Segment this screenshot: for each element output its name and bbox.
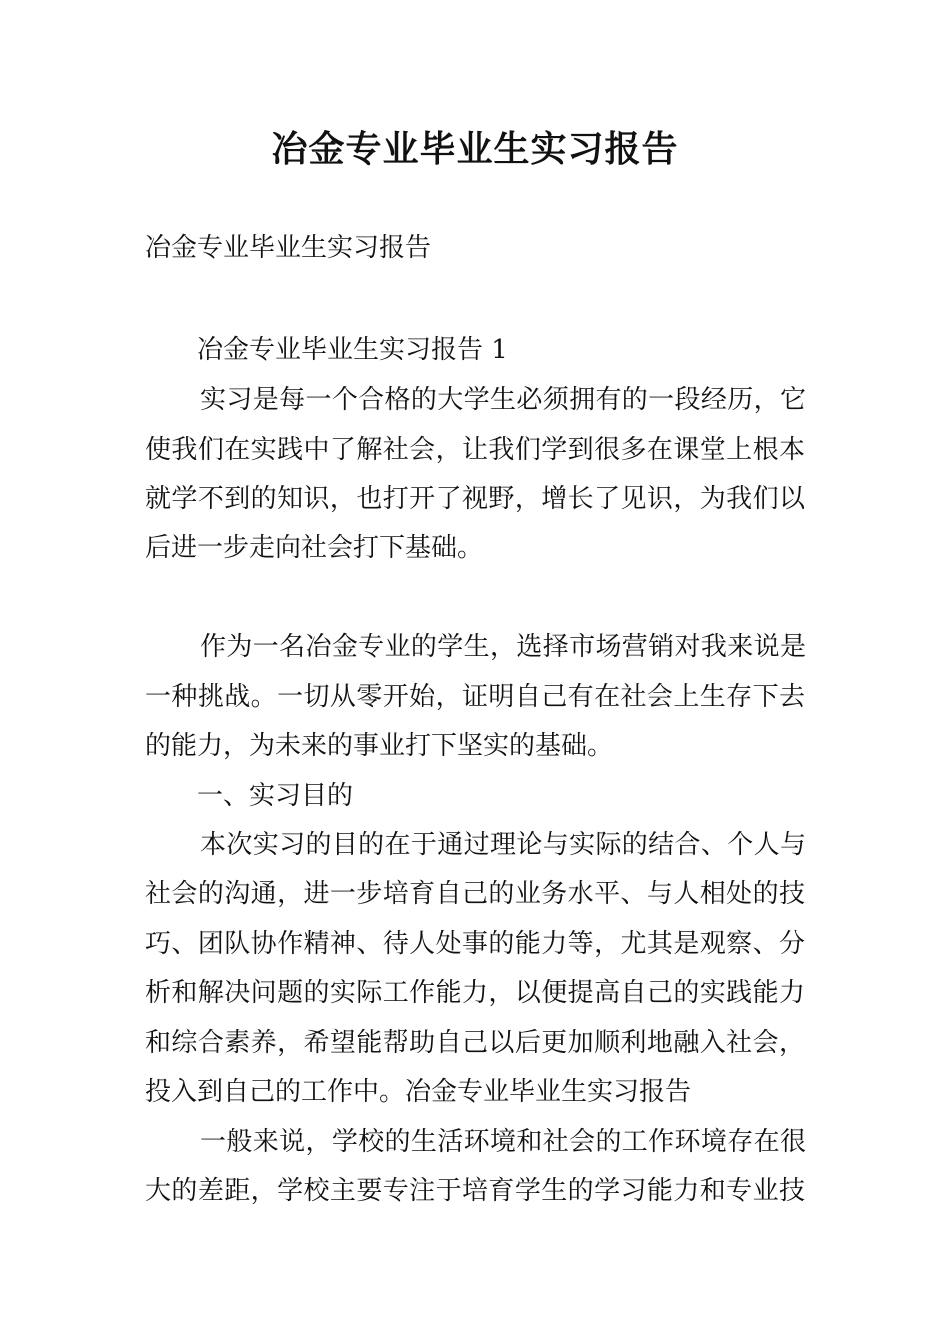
section-heading-purpose: 一、实习目的 xyxy=(197,781,354,811)
paragraph-line-text: 大的差距，学校主要专注于培育学生的学习能力和专业技 xyxy=(145,1176,805,1206)
paragraph-line-text: 社会的沟通，进一步培育自己的业务水平、与人相处的技 xyxy=(145,879,805,909)
paragraph-line xyxy=(200,380,806,420)
paragraph-line-text: 作为一名冶金专业的学生，选择市场营销对我来说是 xyxy=(200,632,806,662)
section-heading: 冶金专业毕业生实习报告 1 xyxy=(197,335,508,365)
paragraph-line: 投入到自己的工作中。冶金专业毕业生实习报告 xyxy=(145,1077,692,1107)
paragraph-line xyxy=(145,430,805,470)
paragraph-line xyxy=(200,825,806,865)
paragraph-line: 的能力，为未来的事业打下坚实的基础。 xyxy=(145,731,614,761)
paragraph-line xyxy=(145,479,805,519)
paragraph-line xyxy=(145,1171,805,1211)
paragraph-line-text: 一种挑战。一切从零开始，证明自己有在社会上生存下去 xyxy=(145,682,805,712)
paragraph-line xyxy=(145,677,805,717)
paragraph-line-text: 和综合素养，希望能帮助自己以后更加顺利地融入社会， xyxy=(145,1028,805,1058)
paragraph-line-text: 析和解决问题的实际工作能力，以便提高自己的实践能力 xyxy=(145,978,805,1008)
paragraph-line xyxy=(200,1122,806,1162)
paragraph-line-text: 实习是每一个合格的大学生必须拥有的一段经历，它 xyxy=(200,385,806,415)
paragraph-line xyxy=(145,1023,805,1063)
paragraph-line-text: 巧、团队协作精神、待人处事的能力等，尤其是观察、分 xyxy=(145,929,805,959)
paragraph-line xyxy=(200,627,806,667)
paragraph-line: 后进一步走向社会打下基础。 xyxy=(145,533,484,563)
document-title: 冶金专业毕业生实习报告 xyxy=(271,129,679,170)
paragraph-line xyxy=(145,874,805,914)
paragraph-line-text: 使我们在实践中了解社会，让我们学到很多在课堂上根本 xyxy=(145,435,805,465)
paragraph-line xyxy=(145,973,805,1013)
paragraph-line-text: 一般来说，学校的生活环境和社会的工作环境存在很 xyxy=(200,1127,806,1157)
paragraph-line-text: 本次实习的目的在于通过理论与实际的结合、个人与 xyxy=(200,830,806,860)
document-subtitle: 冶金专业毕业生实习报告 xyxy=(145,233,432,263)
paragraph-line xyxy=(145,924,805,964)
paragraph-line-text: 就学不到的知识，也打开了视野，增长了见识，为我们以 xyxy=(145,484,805,514)
